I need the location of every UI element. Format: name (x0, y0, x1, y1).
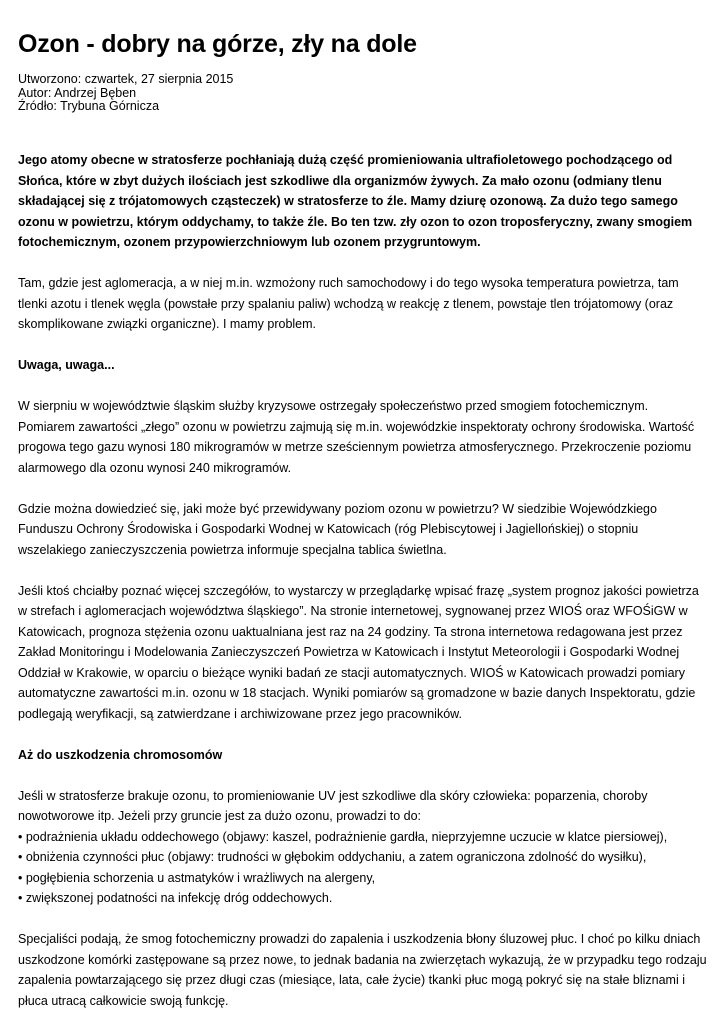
paragraph: Jeśli ktoś chciałby poznać więcej szczegółów, to wystarczy w przeglądarkę wpisać frazę „system prognoz jakości powietrza w strefach i aglomeracjach województwa śląskiego”. Na stronie internetowej, sygnowanej przez WIOŚ oraz WFOŚiGW w Katowicach, prognoza stężenia ozonu uaktualniana jest raz na 24 godziny. Ta strona internetowa redagowana jest przez Zakład Monitoringu i Modelowania Zanieczyszczeń Powietrza w Katowicach i Instytut Meteorologii i Gospodarki Wodnej Oddział w Krakowie, w oparciu o bieżące wyniki badań ze stacji automatycznych. WIOŚ w Katowicach prowadzi pomiary automatyczne zawartości m.in. ozonu w 18 stacjach. Wyniki pomiarów są gromadzone w bazie danych Inspektoratu, gdzie podlegają weryfikacji, są zatwierdzane i archiwizowane przez jego pracowników. (18, 583, 699, 721)
article-meta (18, 73, 233, 114)
list-item: • podrażnienia układu oddechowego (objawy: kaszel, podrażnienie gardła, nieprzyjemne uczucie w klatce piersiowej), (18, 827, 708, 848)
list-item: • pogłębienia schorzenia u astmatyków i wrażliwych na alergeny, (18, 868, 708, 889)
source: Źródło: Trybuna Górnicza (18, 99, 160, 113)
paragraph: Specjaliści podają, że smog fotochemiczny prowadzi do zapalenia i uszkodzenia błony śluzowej płuc. I choć po kilku dniach uszkodzone komórki zastępowane są przez nowe, to jednak badania na zwierzętach wykazują, że w przypadku tego rodzaju zapalenia powtarzającego się przez długi czas (miesiące, lata, całe życie) tkanki płuc mogą pokryć się na stałe bliznami i płuca utracą całkowicie swoją funkcję. (18, 932, 707, 1008)
section-heading-chromosomy: Aż do uszkodzenia chromosomów (18, 747, 223, 762)
paragraph: W sierpniu w województwie śląskim służby kryzysowe ostrzegały społeczeństwo przed smogiem fotochemicznym. Pomiarem zawartości „złego” ozonu w powietrzu zajmują się m.in. wojewódzkie inspektoraty ochrony środowiska. Wartość progowa tego gazu wynosi 180 mikrogramów w metrze sześciennym powietrza atmosferycznego. Przekroczenie poziomu alarmowego dla ozonu wynosi 240 mikrogramów. (18, 399, 695, 475)
paragraph: Jeśli w stratosferze brakuje ozonu, to promieniowanie UV jest szkodliwe dla skóry człowieka: poparzenia, choroby nowotworowe itp. Jeżeli przy gruncie jest za dużo ozonu, prowadzi to do: (18, 788, 648, 823)
list-item: • obniżenia czynności płuc (objawy: trudności w głębokim oddychaniu, a zatem ograniczona zdolność do wysiłku), (18, 847, 708, 868)
paragraph: Gdzie można dowiedzieć się, jaki może być przewidywany poziom ozonu w powietrzu? W siedzibie Wojewódzkiego Funduszu Ochrony Środowiska i Gospodarki Wodnej w Katowicach (róg Plebiscytowej i Jagiellońskiej) o stopniu wszelakiego zanieczyszczenia powietrza informuje specjalna tablica świetlna. (18, 501, 657, 557)
effects-list (18, 827, 708, 909)
author: Autor: Andrzej Bęben (18, 85, 137, 100)
lead-paragraph: Jego atomy obecne w stratosferze pochłaniają dużą część promieniowania ultrafioletowego pochodzącego od Słońca, które w zbyt dużych ilościach jest szkodliwe dla organizmów żywych. Za mało ozonu (odmiany tlenu składającej się z trójatomowych cząsteczek) w stratosferze to źle. Mamy dziurę ozonową. Za dużo tego samego ozonu w powietrzu, którym oddychamy, to także źle. Bo ten tzw. zły ozon to ozon troposferyczny, zwany smogiem fotochemicznym, ozonem przypowierzchniowym lub ozonem przygruntowym. (18, 153, 693, 249)
created-date: Utworzono: czwartek, 27 sierpnia 2015 (18, 72, 234, 86)
section-heading-uwaga: Uwaga, uwaga... (18, 358, 115, 372)
list-item: • zwiększonej podatności na infekcję dróg oddechowych. (18, 888, 708, 909)
paragraph: Tam, gdzie jest aglomeracja, a w niej m.in. wzmożony ruch samochodowy i do tego wysoka temperatura powietrza, tam tlenki azotu i tlenek węgla (powstałe przy spalaniu paliw) wchodzą w reakcję z tlenem, powstaje tlen trójatomowy (oraz skomplikowane związki organiczne). I mamy problem. (18, 276, 679, 331)
page-title: Ozon - dobry na górze, zły na dole (18, 30, 417, 58)
article-body (18, 150, 708, 1032)
